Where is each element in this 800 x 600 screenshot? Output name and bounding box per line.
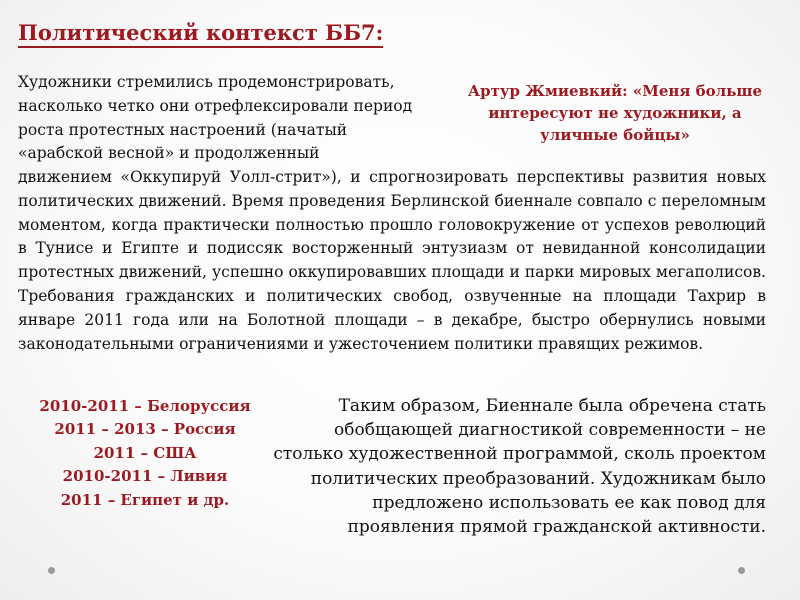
body-paragraph: движением «Оккупируй Уолл-стрит»), и спрогнозировать перспективы развития новых политических движений. Время проведения Берлинской биеннале совпало с переломным моментом, когда практически полностью прошло головокружение от успехов революций в Тунисе и Египте и подиссяк восторженный энтузиазм от невиданной консолидации протестных движений, успешно оккупировавших площади и парки мировых мегаполисов. Требования гражданских и политических свобод, озвученные на площади Тахрир в январе 2011 года или на Болотной площади – в декабре, быстро обернулись новыми законодательными ограничениями и ужесточением политики правящих режимов. (18, 168, 766, 353)
timeline-item: 2011 – 2013 – Россия (54, 420, 236, 439)
nav-left-dot-icon[interactable] (48, 567, 55, 574)
timeline-list (20, 395, 270, 512)
timeline-item: 2010-2011 – Белоруссия (39, 397, 251, 415)
slide-title: Политический контекст ББ7: (18, 20, 383, 48)
timeline-item: 2011 – Египет и др. (60, 490, 230, 509)
timeline-item: 2011 – США (93, 443, 197, 462)
nav-right-dot-icon[interactable] (738, 567, 745, 574)
intro-paragraph: Художники стремились продемонстрировать, насколько четко они отрефлексировали период роста протестных настроений (начатый «арабской весной» и продолженный (18, 73, 413, 163)
timeline-item: 2010-2011 – Ливия (62, 467, 228, 486)
conclusion-paragraph: Таким образом, Биеннале была обречена стать обобщающей диагностикой современности – не столько художественной программой, сколь проектом политических преобразований. Художникам было предложено использовать ее как повод для проявления прямой гражданской активности. (273, 396, 766, 538)
quote-callout: Артур Жмиевкий: «Меня больше интересуют не художники, а уличные бойцы» (467, 82, 763, 144)
